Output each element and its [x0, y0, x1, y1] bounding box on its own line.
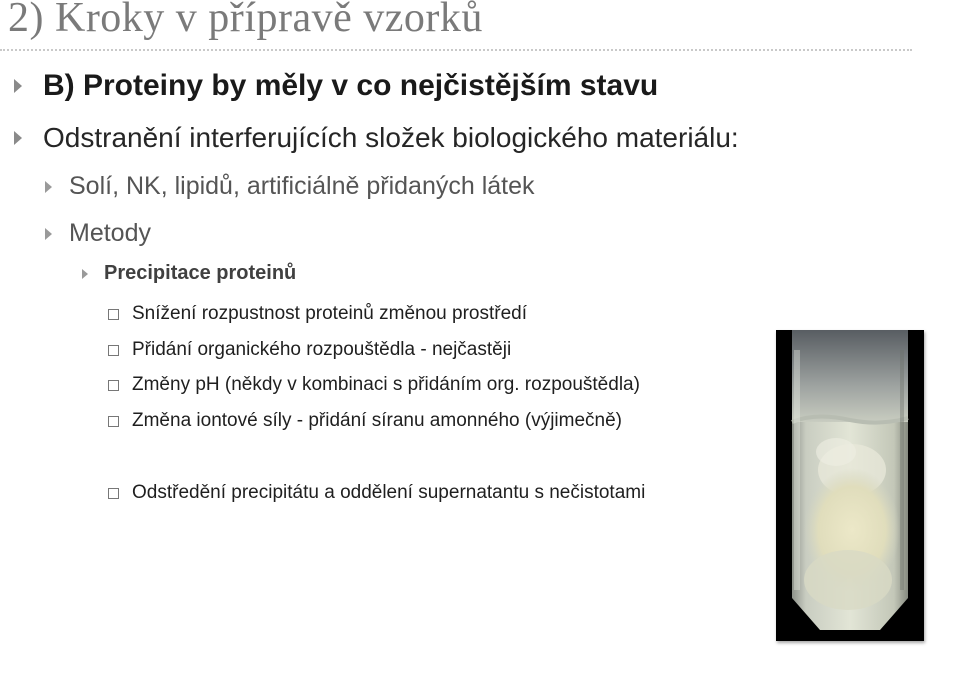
square-bullet-icon — [108, 309, 119, 320]
slide-title: 2) Kroky v přípravě vzorků — [8, 0, 483, 41]
bullet-row — [14, 69, 658, 103]
bullet-text: Odstředění precipitátu a oddělení supernatantu s nečistotami — [132, 482, 646, 503]
bullet-text: Precipitace proteinů — [104, 262, 297, 284]
bullet-arrow-icon — [14, 79, 22, 93]
title-divider — [0, 49, 912, 51]
square-bullet-icon — [108, 380, 119, 391]
square-bullet-icon — [108, 416, 119, 427]
bullet-text: B) Proteiny by měly v co nejčistějším stavu — [43, 69, 659, 102]
square-bullet-icon — [108, 345, 119, 356]
bullet-arrow-icon — [45, 228, 52, 240]
test-tube-photo — [776, 330, 924, 641]
square-bullet-icon — [108, 488, 119, 499]
bullet-text: Přidání organického rozpouštědla - nejčastěji — [132, 339, 512, 360]
bullet-arrow-icon — [82, 269, 88, 279]
bullet-text: Snížení rozpustnost proteinů změnou prostředí — [132, 303, 528, 324]
bullet-text: Odstranění interferujících složek biologického materiálu: — [43, 122, 739, 153]
bullet-arrow-icon — [45, 181, 52, 193]
bullet-row — [108, 303, 527, 325]
bullet-row — [108, 339, 511, 361]
bullet-row — [108, 410, 622, 432]
bullet-arrow-icon — [14, 131, 22, 145]
bullet-row — [108, 482, 645, 504]
bullet-text: Změny pH (někdy v kombinaci s přidáním org. rozpouštědla) — [132, 374, 640, 395]
bullet-row — [108, 374, 640, 396]
test-tube-illustration — [776, 330, 924, 641]
bullet-row — [14, 122, 739, 154]
bullet-text: Změna iontové síly - přidání síranu amonného (výjimečně) — [132, 410, 623, 431]
bullet-text: Solí, NK, lipidů, artificiálně přidaných látek — [69, 172, 535, 200]
bullet-row — [45, 219, 151, 248]
bullet-row — [82, 262, 296, 285]
bullet-text: Metody — [69, 219, 151, 247]
bullet-row — [45, 172, 535, 201]
